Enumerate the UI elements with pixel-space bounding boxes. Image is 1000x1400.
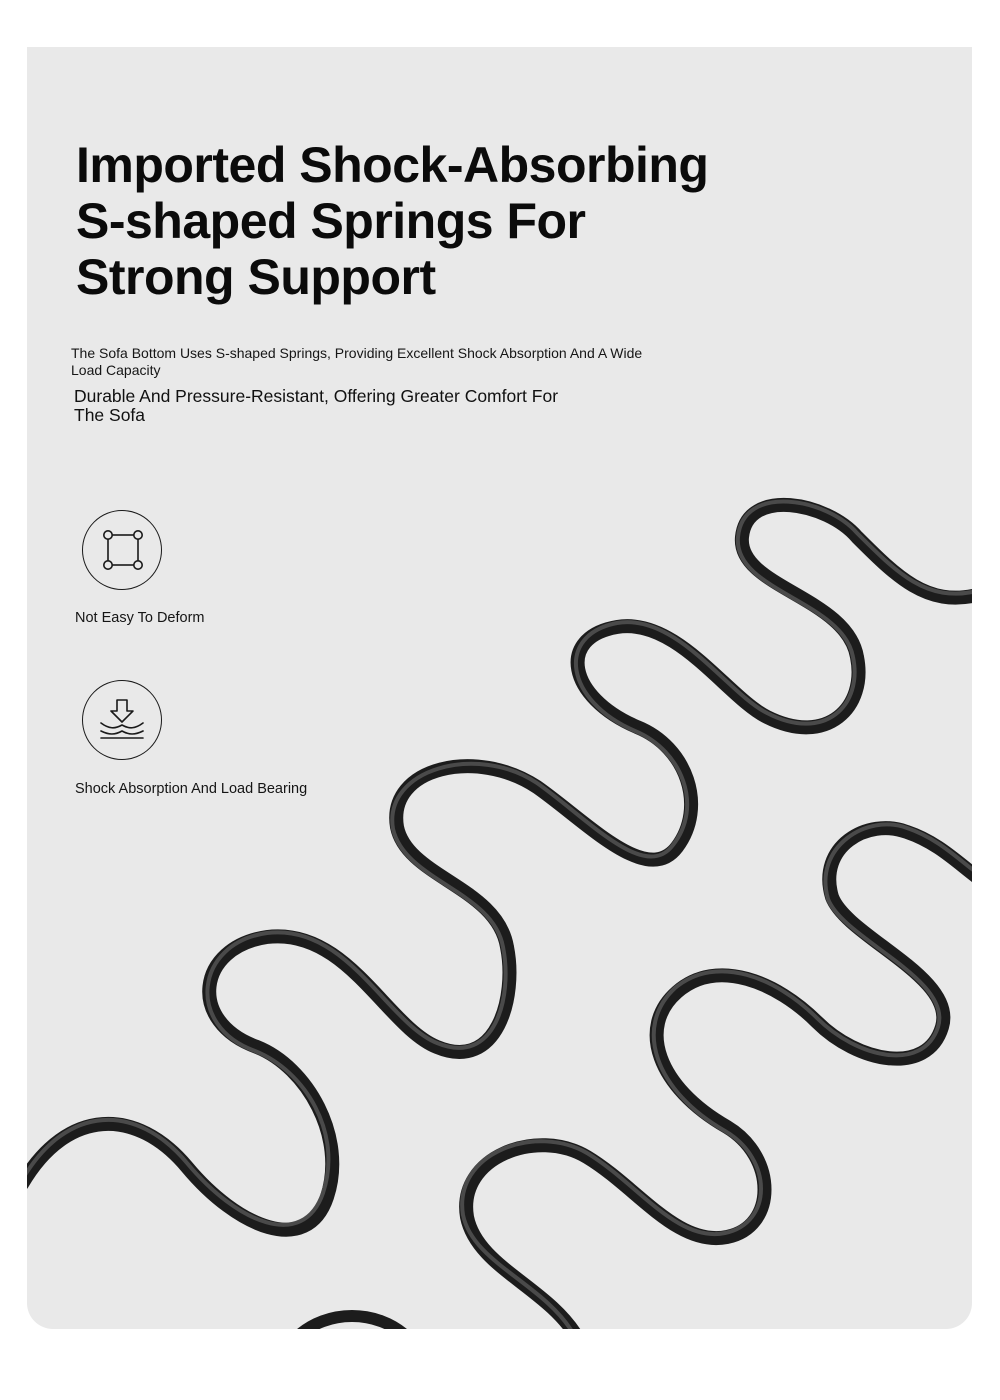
spring-wire-2 — [466, 828, 972, 1329]
description-secondary: Durable And Pressure-Resistant, Offering Greater Comfort For The Sofa — [74, 386, 559, 425]
description-primary: The Sofa Bottom Uses S-shaped Springs, Providing Excellent Shock Absorption And A Wide Load Capacity — [71, 345, 643, 378]
title-line-2: S-shaped Springs For — [76, 193, 586, 249]
title-line-1: Imported Shock-Absorbing — [76, 137, 709, 193]
product-panel — [27, 47, 972, 1329]
spring-wire-3 — [297, 1316, 407, 1329]
square-nodes-icon — [82, 510, 162, 590]
feature-label-deform: Not Easy To Deform — [75, 610, 205, 626]
feature-label-shock: Shock Absorption And Load Bearing — [75, 781, 308, 797]
spring-wire-2-highlight — [462, 824, 972, 1329]
title-line-3: Strong Support — [76, 249, 436, 305]
arrow-down-waves-icon — [82, 680, 162, 760]
page-title — [76, 137, 736, 305]
